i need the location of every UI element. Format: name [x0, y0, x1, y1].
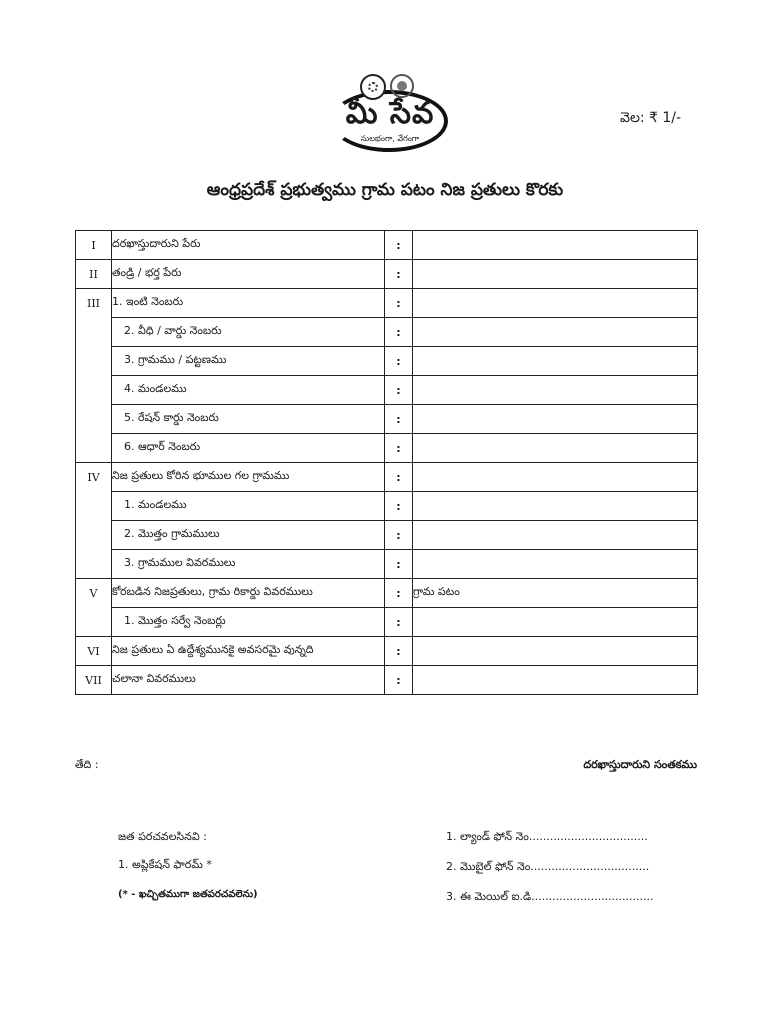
row-value-field[interactable]	[413, 550, 698, 579]
form-row	[76, 521, 698, 550]
row-number: IV	[76, 463, 112, 492]
signature-label: దరఖాస్తుదారుని సంతకము	[583, 758, 697, 771]
form-row	[76, 492, 698, 521]
mobile-field[interactable]: 2. మొబైల్ ఫోన్ నెం..................................	[446, 860, 650, 873]
row-colon: :	[385, 347, 413, 376]
row-value-field[interactable]	[413, 376, 698, 405]
row-value-field[interactable]	[413, 289, 698, 318]
row-label: 4. మండలము	[112, 376, 385, 405]
row-label: తండ్రి / భర్త పేరు	[112, 260, 385, 289]
row-number	[76, 318, 112, 347]
row-number: VI	[76, 637, 112, 666]
row-colon: :	[385, 434, 413, 463]
row-label: కోరబడిన నిజప్రతులు, గ్రామ రికార్డు వివరములు	[112, 579, 385, 608]
row-value-field[interactable]	[413, 260, 698, 289]
attachment-item: 1. అప్లికేషన్ ఫారమ్ *	[118, 858, 212, 871]
row-label: 6. ఆధార్ నెంబరు	[112, 434, 385, 463]
date-label: తేది :	[75, 758, 99, 771]
application-form-table	[75, 230, 698, 695]
row-number	[76, 492, 112, 521]
row-value-field[interactable]	[413, 608, 698, 637]
row-number	[76, 405, 112, 434]
row-label: దరఖాస్తుదారుని పేరు	[112, 231, 385, 260]
form-row	[76, 289, 698, 318]
row-number	[76, 550, 112, 579]
form-row	[76, 463, 698, 492]
row-number: III	[76, 289, 112, 318]
row-number	[76, 521, 112, 550]
row-number: I	[76, 231, 112, 260]
row-colon: :	[385, 289, 413, 318]
row-label: 1. మొత్తం సర్వే నెంబర్లు	[112, 608, 385, 637]
row-value-field[interactable]	[413, 434, 698, 463]
form-row	[76, 231, 698, 260]
landline-field[interactable]: 1. ల్యాండ్ ఫోన్ నెం..................................	[446, 830, 648, 843]
form-row	[76, 550, 698, 579]
row-number	[76, 376, 112, 405]
attachment-note: (* - ఖచ్చితముగా జతపరచవలెను)	[118, 889, 258, 900]
row-colon: :	[385, 550, 413, 579]
row-value-field[interactable]	[413, 318, 698, 347]
logo-tagline: సులభంగా, వేగంగా	[360, 134, 420, 143]
row-label: 5. రేషన్ కార్డు నెంబరు	[112, 405, 385, 434]
row-colon: :	[385, 666, 413, 695]
row-value-field[interactable]	[413, 405, 698, 434]
row-label: నిజ ప్రతులు కోరిన భూముల గల గ్రామము	[112, 463, 385, 492]
row-label: నిజ ప్రతులు ఏ ఉద్దేశ్యమునకై అవసరమై వున్నది	[112, 637, 385, 666]
row-colon: :	[385, 231, 413, 260]
row-number: II	[76, 260, 112, 289]
meeseva-logo	[328, 72, 452, 158]
form-row	[76, 347, 698, 376]
form-row	[76, 434, 698, 463]
row-value-field[interactable]	[413, 521, 698, 550]
row-value-field[interactable]	[413, 666, 698, 695]
row-colon: :	[385, 492, 413, 521]
row-label: 3. గ్రామముల వివరములు	[112, 550, 385, 579]
row-label: 2. మొత్తం గ్రామములు	[112, 521, 385, 550]
email-field[interactable]: 3. ఈ మెయిల్ ఐ.డి...................................	[446, 890, 654, 903]
form-row	[76, 405, 698, 434]
form-row	[76, 260, 698, 289]
row-number	[76, 608, 112, 637]
row-value-field[interactable]	[413, 463, 698, 492]
row-colon: :	[385, 463, 413, 492]
row-colon: :	[385, 260, 413, 289]
row-number: VII	[76, 666, 112, 695]
form-row	[76, 376, 698, 405]
row-number	[76, 347, 112, 376]
row-colon: :	[385, 637, 413, 666]
state-emblem-icon	[390, 74, 414, 98]
row-label: 3. గ్రామము / పట్టణము	[112, 347, 385, 376]
row-label: 1. ఇంటి నెంబరు	[112, 289, 385, 318]
form-title: ఆంధ్రప్రదేశ్ ప్రభుత్వము గ్రామ పటం నిజ ప్రతులు కొరకు	[206, 180, 564, 200]
form-row	[76, 579, 698, 608]
row-colon: :	[385, 405, 413, 434]
form-row	[76, 666, 698, 695]
row-colon: :	[385, 521, 413, 550]
row-value-field[interactable]: గ్రామ పటం	[413, 579, 698, 608]
row-value-field[interactable]	[413, 492, 698, 521]
row-label: 2. వీధి / వార్డు నెంబరు	[112, 318, 385, 347]
logo-text: మీ సేవ	[345, 96, 435, 131]
row-value-field[interactable]	[413, 637, 698, 666]
row-value-field[interactable]	[413, 231, 698, 260]
row-value-field[interactable]	[413, 347, 698, 376]
row-number	[76, 434, 112, 463]
form-row	[76, 318, 698, 347]
form-row	[76, 637, 698, 666]
row-label: 1. మండలము	[112, 492, 385, 521]
row-colon: :	[385, 579, 413, 608]
row-label: చలానా వివరములు	[112, 666, 385, 695]
attachments-title: జత పరచవలసినవి :	[118, 830, 207, 843]
form-fee: వెల: ₹ 1/-	[620, 110, 682, 126]
row-number: V	[76, 579, 112, 608]
row-colon: :	[385, 608, 413, 637]
form-row	[76, 608, 698, 637]
row-colon: :	[385, 318, 413, 347]
row-colon: :	[385, 376, 413, 405]
